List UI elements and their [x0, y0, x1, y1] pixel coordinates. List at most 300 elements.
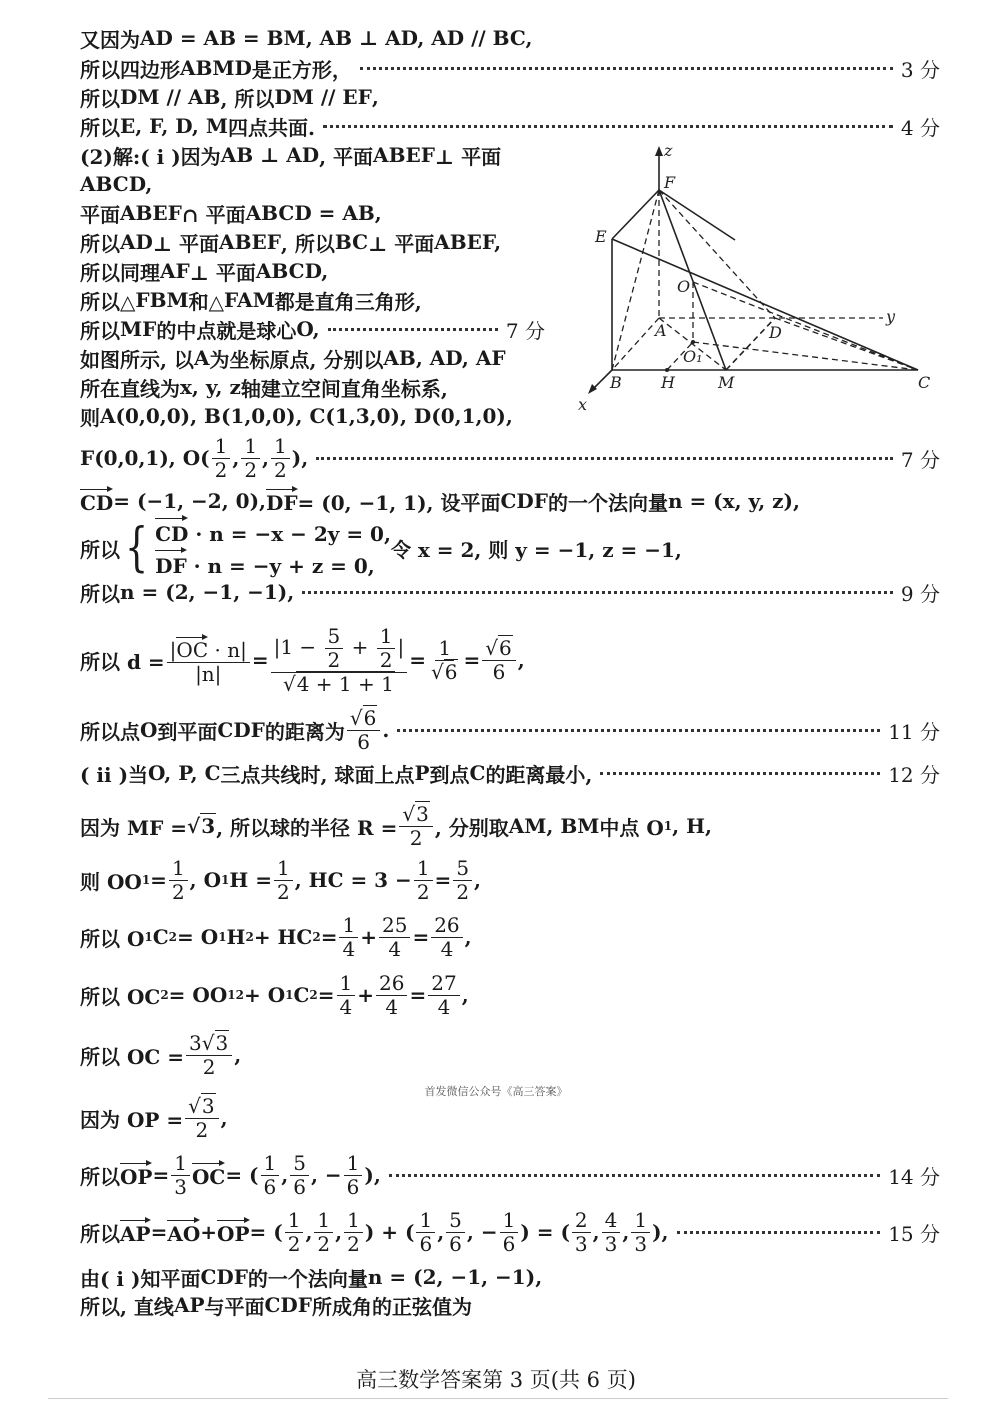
text-run: 1 — [634, 1207, 648, 1232]
text-run: ABCD = AB, — [245, 201, 382, 225]
fraction — [379, 914, 410, 961]
text-run: 2 — [379, 647, 393, 672]
text-run: |1 − — [273, 634, 323, 659]
solution-line — [80, 140, 501, 170]
text-run: 1 — [171, 855, 185, 880]
text-run: 1 — [419, 1207, 433, 1232]
text-run: 所以 O — [80, 926, 145, 951]
vector: DF — [155, 548, 187, 580]
text-run: 所以 OC — [80, 984, 161, 1009]
text-run: AP — [173, 1293, 205, 1317]
text-run: + HC — [253, 925, 313, 949]
text-run: , O — [189, 868, 222, 892]
score-mark: 7 分 — [900, 447, 940, 472]
denominator — [274, 881, 293, 904]
fraction — [167, 635, 250, 686]
denominator — [200, 1056, 219, 1079]
text-run: ) = ( — [520, 1220, 570, 1244]
text-run: , 分别取 — [434, 815, 509, 840]
radical-sign-icon: √ — [431, 659, 444, 684]
denominator — [212, 459, 231, 482]
text-run: 26 — [379, 970, 405, 995]
denominator — [414, 881, 433, 904]
text-run: , — [232, 446, 240, 470]
superscript: 2 — [160, 988, 169, 1002]
score-mark: 15 分 — [888, 1221, 940, 1246]
text-run: , H, — [672, 814, 712, 838]
fraction — [325, 625, 344, 672]
text-run: , — [220, 1106, 228, 1130]
fraction — [431, 914, 462, 961]
solution-line — [80, 227, 501, 257]
numerator — [274, 857, 293, 881]
text-run: C — [152, 925, 169, 949]
denominator — [285, 1233, 304, 1256]
dot-leader — [600, 772, 880, 775]
vector: AP — [120, 1218, 151, 1246]
dot-leader — [677, 1231, 881, 1234]
text-run: ABEF — [120, 201, 182, 225]
numerator — [572, 1209, 591, 1233]
text-run: ⊥ 平面 — [152, 231, 220, 256]
text-run: DM // EF — [274, 85, 372, 109]
text-run: O, P, C — [148, 761, 221, 785]
text-run: 所以 OC = — [80, 1044, 185, 1069]
text-run: 2 — [327, 647, 341, 672]
numerator — [290, 1152, 309, 1176]
fraction — [399, 803, 432, 850]
square-root — [187, 814, 216, 838]
text-run: , — [592, 1220, 600, 1244]
text-run: 所以 — [80, 1164, 120, 1189]
numerator — [271, 625, 408, 673]
text-run: ABEF — [219, 230, 281, 254]
text-run: , — [335, 1220, 343, 1244]
radicand: 3 — [201, 1093, 215, 1118]
square-root — [283, 671, 395, 696]
text-run: 1 — [214, 433, 228, 458]
denominator — [339, 938, 358, 961]
fraction — [482, 637, 515, 684]
numerator — [167, 635, 250, 663]
dot-leader — [397, 729, 880, 732]
radicand: 3 — [201, 814, 216, 838]
fraction — [376, 972, 407, 1019]
text-run: AM, BM — [508, 814, 600, 838]
denominator — [344, 1233, 363, 1256]
solution-line — [80, 23, 532, 53]
text-run: 2 — [347, 1231, 360, 1256]
text-run: 4 — [339, 994, 353, 1019]
solution-line — [80, 1290, 472, 1320]
denominator — [290, 1176, 309, 1199]
solution-line — [80, 486, 800, 516]
label-b: B — [610, 373, 622, 392]
watermark: 首发微信公众号《高三答案》 — [424, 1085, 568, 1098]
fraction — [377, 625, 396, 672]
text-run: n = (2, −1, −1), — [120, 580, 295, 604]
fraction — [169, 857, 188, 904]
fraction — [631, 1209, 650, 1256]
denominator — [192, 663, 224, 686]
solution-line — [80, 111, 940, 141]
denominator — [407, 827, 426, 850]
subscript: 1 — [144, 930, 153, 944]
text-run: 因为 MF = — [80, 815, 188, 840]
text-run: 6 — [492, 659, 506, 684]
text-run: 的中点就是球心 — [156, 318, 297, 343]
text-run: · n| — [208, 637, 247, 662]
radicand: 6 — [363, 705, 377, 730]
denominator — [572, 1233, 591, 1256]
fraction — [171, 1152, 190, 1199]
solution-line — [80, 314, 545, 344]
numerator — [186, 1032, 232, 1056]
text-run: 6 — [449, 1231, 462, 1256]
text-run: 27 — [431, 970, 457, 995]
text-run: 由( ⅰ )知平面 — [80, 1266, 201, 1291]
text-run: 都是直角三角形, — [274, 289, 422, 314]
text-run: 1 — [438, 635, 452, 660]
system-row — [155, 548, 391, 580]
text-run: = — [409, 648, 426, 672]
text-run: 2 — [287, 1231, 301, 1256]
text-run: , − — [310, 1163, 342, 1187]
solution-line — [80, 912, 472, 961]
text-run: = — [317, 983, 335, 1007]
text-run: 3 — [634, 1231, 648, 1256]
text-run: , — [517, 648, 525, 672]
text-run: 6 — [346, 1174, 360, 1199]
square-root — [402, 801, 429, 826]
text-run: O — [140, 718, 158, 742]
score-mark: 7 分 — [505, 318, 545, 343]
square-root — [350, 705, 377, 730]
numerator — [379, 914, 410, 938]
label-y: y — [886, 307, 896, 326]
text-run: 4 — [437, 994, 451, 1019]
text-run: + — [360, 925, 377, 949]
text-run: 所以, 直线 — [80, 1294, 174, 1319]
solution-line — [80, 256, 328, 286]
text-run: , — [262, 446, 270, 470]
label-d: D — [769, 323, 782, 342]
numerator — [285, 1209, 304, 1233]
text-run: 4 — [604, 1207, 618, 1232]
numerator — [271, 435, 290, 459]
numerator — [482, 637, 515, 661]
label-z: z — [664, 141, 673, 160]
text-run: 所在直线为 — [80, 376, 180, 401]
label-m: M — [718, 373, 735, 392]
superscript: 2 — [312, 930, 321, 944]
text-run: 所以 — [80, 537, 120, 562]
denominator — [280, 673, 398, 696]
denominator — [271, 459, 290, 482]
subscript: 1 — [218, 930, 227, 944]
denominator — [602, 1233, 621, 1256]
text-run: = O — [177, 925, 219, 949]
text-run: 2 — [409, 825, 423, 850]
square-root — [485, 635, 512, 660]
solution-line — [80, 82, 379, 112]
text-run: = — [152, 1163, 170, 1187]
text-run: 因为 OP = — [80, 1107, 184, 1132]
text-run: 1 — [174, 1150, 187, 1175]
text-run: E, F, D, M — [120, 114, 228, 138]
text-run: 4 — [342, 936, 356, 961]
solution-line — [80, 285, 422, 315]
fraction — [446, 1209, 465, 1256]
numerator — [446, 1209, 465, 1233]
text-run: , HC = 3 − — [294, 868, 412, 892]
left-brace-icon: { — [124, 518, 149, 578]
solution-line — [80, 623, 525, 696]
text-run: , − — [466, 1220, 498, 1244]
segment-oc — [693, 282, 918, 370]
numerator — [414, 857, 433, 881]
superscript: 2 — [245, 930, 254, 944]
text-run: 所以 d = — [80, 649, 165, 674]
text-run: , 所以 — [220, 86, 275, 111]
score-mark: 3 分 — [900, 57, 940, 82]
text-run: |n| — [195, 661, 222, 686]
label-f: F — [664, 173, 676, 192]
denominator — [446, 1233, 465, 1256]
solution-line — [80, 1030, 242, 1079]
text-run: | — [169, 637, 177, 662]
text-run: ABMD — [180, 56, 252, 80]
score-mark: 4 分 — [900, 115, 940, 140]
text-run: 6 — [293, 1174, 306, 1199]
text-run: ABCD, — [255, 259, 329, 283]
vector: CD — [80, 487, 113, 515]
text-run: 2 — [202, 1054, 216, 1079]
text-run: + — [357, 983, 375, 1007]
text-run: + O — [243, 983, 286, 1007]
vector: OP — [120, 1161, 152, 1189]
page-footer: 高三数学答案第 3 页(共 6 页) — [356, 1368, 636, 1392]
fraction — [285, 1209, 304, 1256]
dot-leader — [360, 67, 893, 70]
fraction — [500, 1209, 519, 1256]
radical-sign-icon: √ — [282, 671, 296, 696]
text-run: 2 — [317, 1231, 331, 1256]
label-a: A — [655, 321, 667, 340]
edge-dc — [775, 318, 918, 370]
solution-line — [80, 198, 382, 228]
text-run: 与平面 — [204, 1294, 265, 1319]
text-run: 所以 — [80, 581, 120, 606]
label-e: E — [595, 227, 607, 246]
solution-line — [80, 1262, 542, 1292]
solution-line — [80, 372, 448, 402]
solution-line — [80, 577, 940, 607]
numerator — [337, 972, 356, 996]
text-run: 5 — [293, 1150, 306, 1175]
radical-sign-icon: √ — [349, 705, 363, 730]
fraction — [241, 435, 260, 482]
text-run: , — [461, 983, 469, 1007]
text-run: 所以 — [80, 115, 120, 140]
text-run: · n = −x − 2y = 0, — [188, 522, 391, 546]
text-run: 5 — [449, 1207, 462, 1232]
text-run: FAM — [224, 288, 275, 312]
text-run: 2 — [456, 879, 470, 904]
radical-sign-icon: √ — [402, 801, 416, 826]
denominator — [325, 649, 344, 672]
square-root — [431, 659, 458, 684]
superscript: 2 — [235, 988, 244, 1002]
radicand: 4 + 1 + 1 — [296, 671, 394, 696]
superscript: 2 — [309, 988, 318, 1002]
text-run: AD — [120, 230, 153, 254]
text-run: = — [434, 868, 452, 892]
text-run: DM // AB — [120, 85, 221, 109]
text-run: AD = AB = BM, AB ⊥ AD, AD // BC, — [140, 26, 533, 50]
text-run: 3 — [604, 1231, 618, 1256]
text-run: = — [251, 648, 269, 672]
fraction — [337, 972, 356, 1019]
numerator — [428, 972, 459, 996]
radicand: 6 — [444, 659, 458, 684]
text-run: 中点 O — [599, 815, 664, 840]
label-c: C — [918, 373, 931, 392]
text-run: 所以△ — [80, 289, 136, 314]
vector: AO — [167, 1218, 200, 1246]
text-run: 6 — [502, 1231, 516, 1256]
subscript: 1 — [227, 988, 236, 1002]
text-run: 所以 — [80, 318, 120, 343]
denominator — [490, 661, 509, 684]
denominator — [261, 1176, 280, 1199]
text-run: C — [293, 983, 310, 1007]
radicand: 6 — [499, 635, 512, 660]
vector: CD — [155, 516, 188, 548]
text-run: 1 — [274, 433, 287, 458]
denominator — [382, 996, 401, 1019]
denominator — [438, 938, 457, 961]
radicand: 3 — [215, 1030, 229, 1055]
text-run: H — [226, 925, 246, 949]
fraction — [271, 625, 408, 696]
text-run: + — [345, 634, 375, 659]
text-run: = — [150, 1220, 168, 1244]
fraction — [212, 435, 231, 482]
text-run: = — [320, 925, 338, 949]
text-run: = — [409, 983, 427, 1007]
text-run: 4 — [440, 936, 454, 961]
numerator — [171, 1152, 190, 1176]
text-run: CDF — [500, 489, 548, 513]
text-run: 所以同理 — [80, 260, 160, 285]
text-run: 为坐标原点, 分别以 — [209, 347, 384, 372]
text-run: ), — [364, 1163, 381, 1187]
fraction — [274, 857, 293, 904]
vector: OP — [217, 1218, 249, 1246]
denominator — [337, 996, 356, 1019]
text-run: 1 — [287, 1207, 301, 1232]
text-run: 令 x = 2, 则 y = −1, z = −1, — [390, 537, 682, 562]
text-run: 所成角的正弦值为 — [311, 1294, 472, 1319]
solution-line — [80, 1207, 940, 1256]
solution-line — [80, 758, 940, 788]
text-run: 2 — [416, 879, 430, 904]
fraction — [344, 1209, 363, 1256]
fraction — [339, 914, 358, 961]
text-run: = ( — [225, 1163, 259, 1187]
text-run: 4 — [385, 994, 399, 1019]
text-run: = ( — [249, 1220, 283, 1244]
fraction — [261, 1152, 280, 1199]
text-run: MF — [120, 317, 157, 341]
fraction — [414, 857, 433, 904]
solution-line — [80, 855, 482, 904]
numerator — [169, 857, 188, 881]
text-run: BC — [334, 230, 369, 254]
fraction — [428, 972, 459, 1019]
text-run: 所以四边形 — [80, 57, 180, 82]
solution-line — [80, 1150, 940, 1199]
text-run: 1 — [244, 433, 258, 458]
numerator — [399, 803, 432, 827]
text-run: 1 — [317, 1207, 331, 1232]
subscript: 1 — [141, 873, 151, 887]
text-run: 2 — [274, 457, 287, 482]
text-run: 25 — [381, 912, 408, 937]
solution-line — [80, 518, 682, 578]
label-h: H — [661, 373, 675, 392]
denominator — [377, 649, 396, 672]
text-run: 1 — [379, 623, 393, 648]
text-run: 的距离最小, — [485, 762, 593, 787]
numerator — [314, 1209, 333, 1233]
fraction — [314, 1209, 333, 1256]
fraction — [428, 637, 461, 684]
text-run: 1 — [342, 912, 356, 937]
point-o1 — [691, 340, 695, 344]
text-run: AF — [160, 259, 190, 283]
numerator — [453, 857, 472, 881]
edge-fb — [612, 190, 659, 370]
numerator — [339, 914, 358, 938]
radical-sign-icon: √ — [485, 635, 498, 660]
text-run: = — [463, 648, 481, 672]
label-o1: O₁ — [683, 347, 703, 366]
text-run: = — [412, 925, 430, 949]
edge-fc — [659, 190, 735, 240]
text-run: ⊥ 平面 — [189, 260, 256, 285]
text-run: , — [437, 1220, 445, 1244]
text-run: 所以点 — [80, 719, 140, 744]
text-run: 所以 — [80, 86, 120, 111]
text-run: 到点 — [429, 762, 470, 787]
solution-line — [80, 343, 506, 373]
text-run: CDF — [264, 1293, 312, 1317]
text-run: CDF — [217, 718, 265, 742]
numerator — [377, 625, 396, 649]
superscript: 2 — [168, 930, 178, 944]
solution-line — [80, 705, 940, 754]
solution-line — [80, 433, 940, 482]
text-run: 2 — [195, 1117, 209, 1142]
text-run: x, y, z — [180, 375, 241, 399]
text-run: 则 OO — [80, 869, 142, 894]
solution-line — [80, 401, 513, 431]
text-run: , — [371, 85, 379, 109]
fraction — [416, 1209, 435, 1256]
text-run: n = (2, −1, −1), — [367, 1265, 543, 1289]
